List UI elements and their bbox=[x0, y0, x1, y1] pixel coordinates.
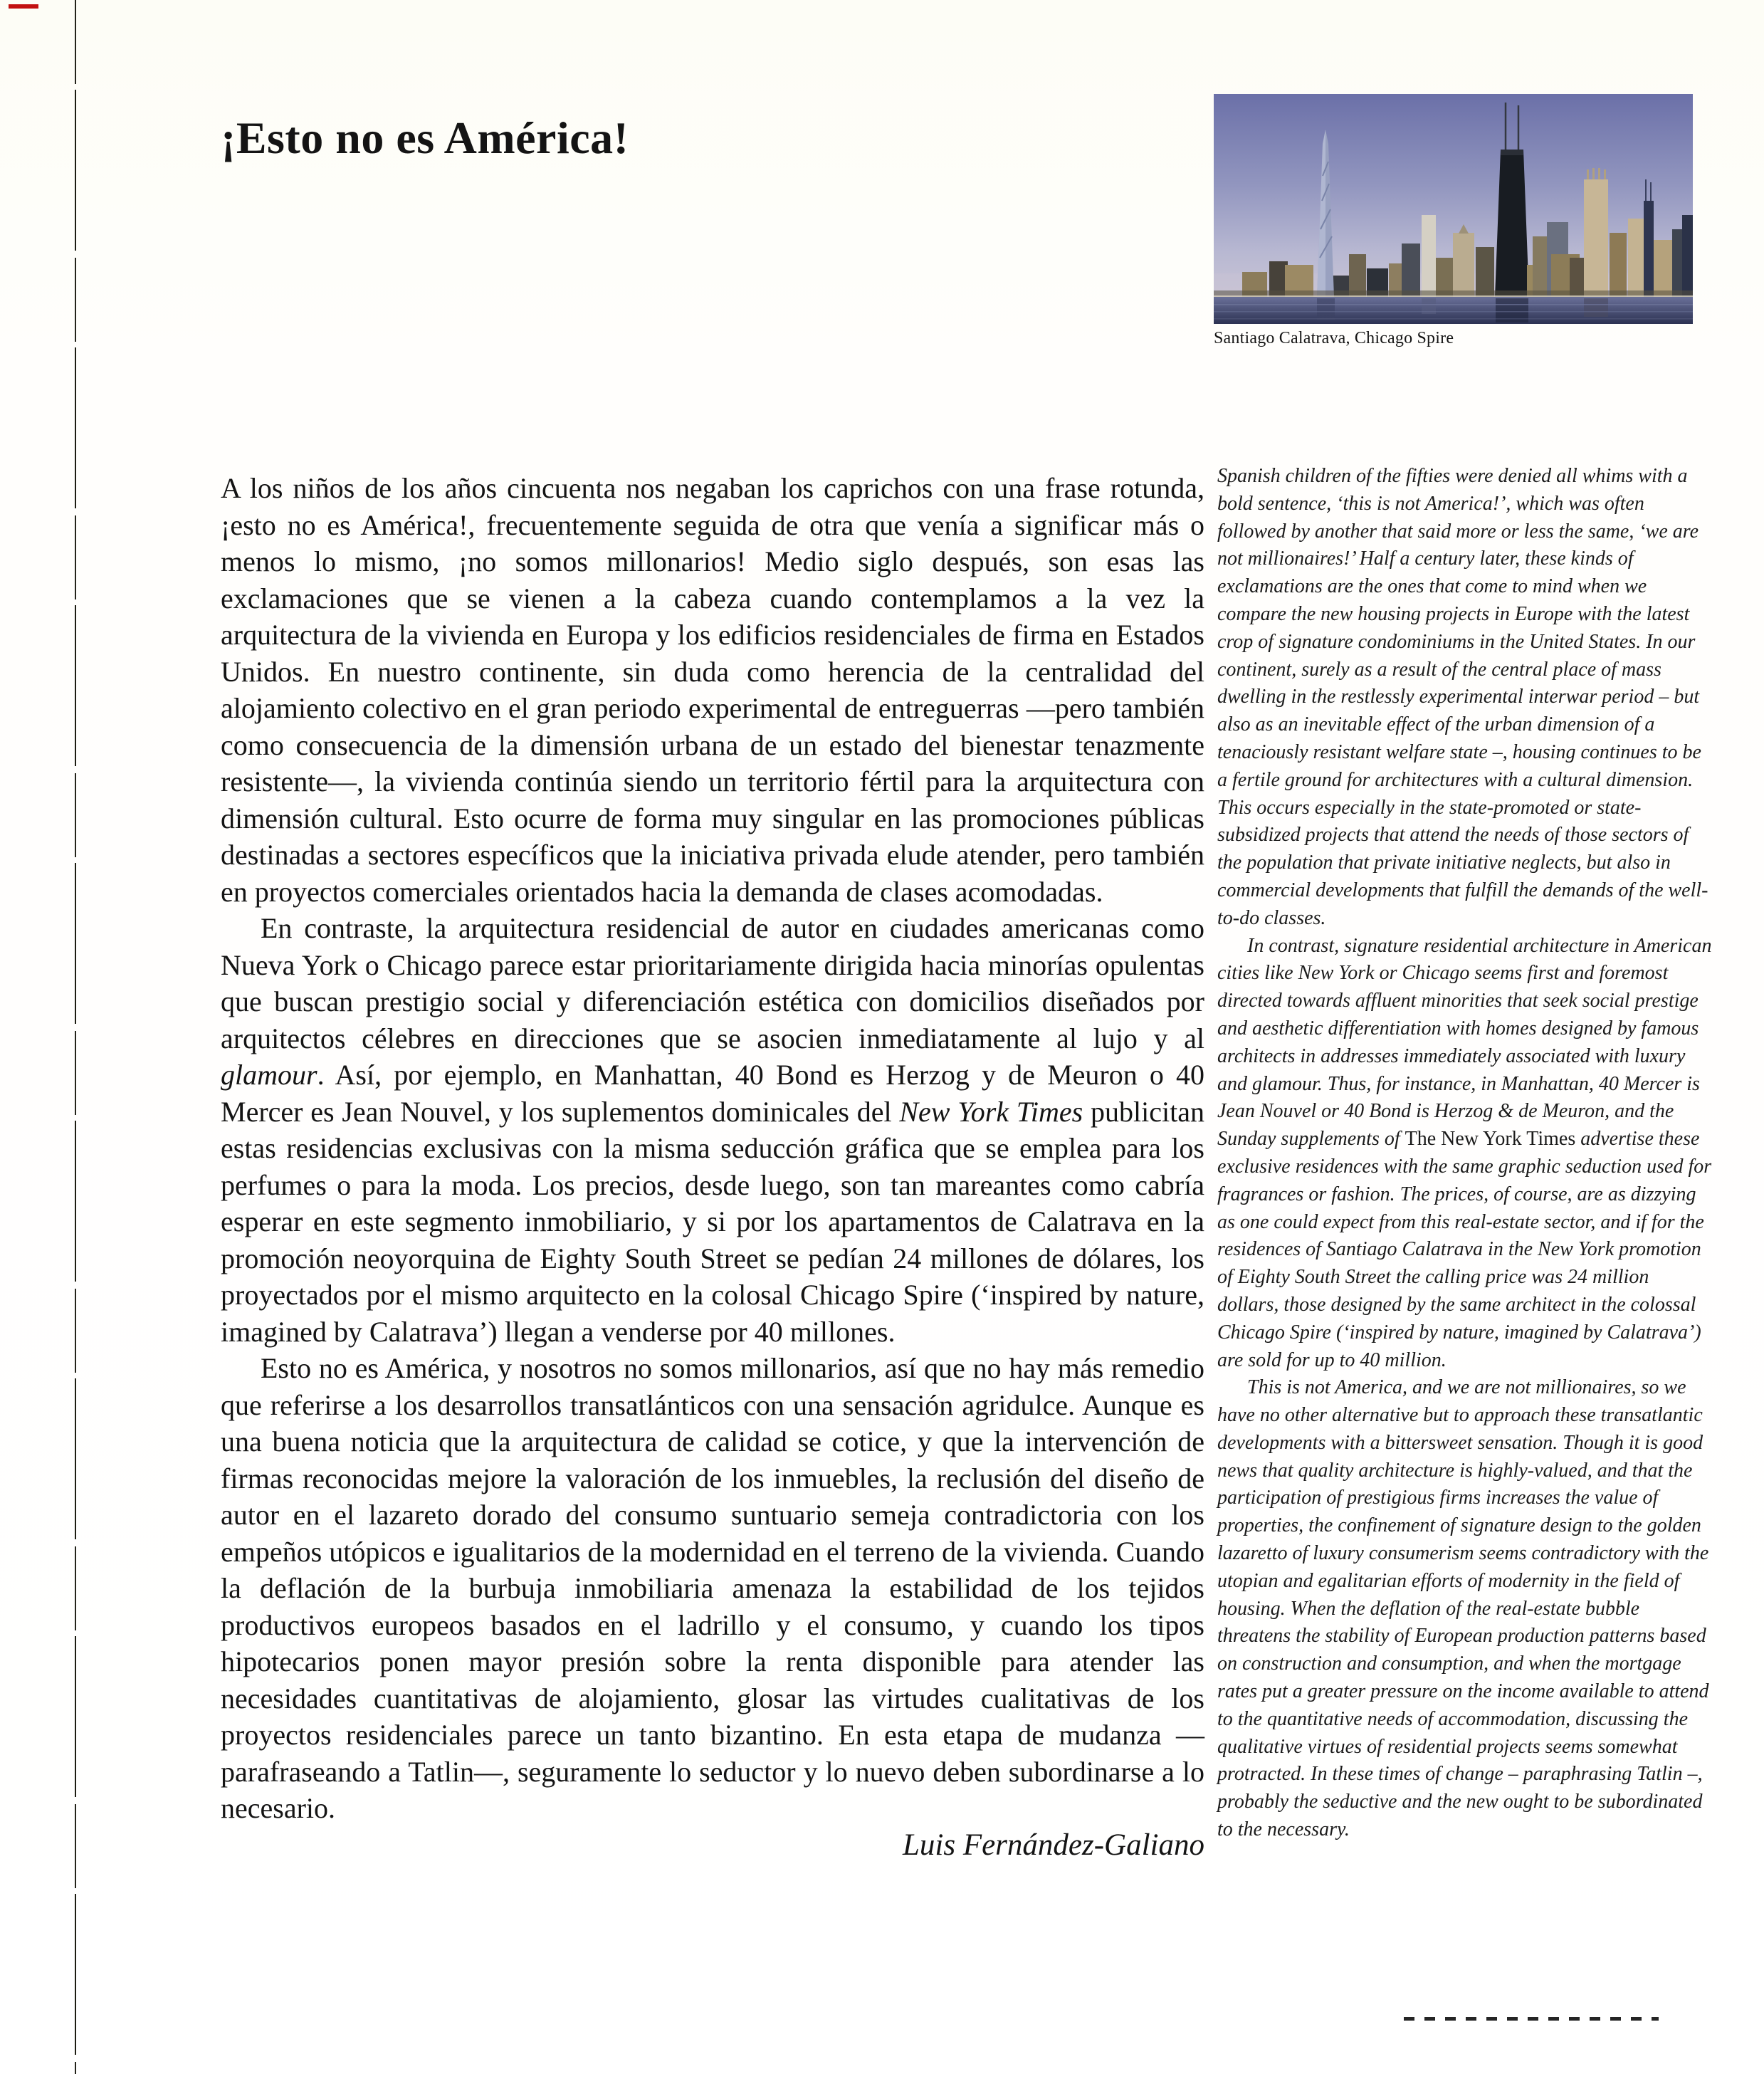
text-run: In contrast, signature residential architecture in American cities like New York or Chicago seems first and foremost directed towards affluent minorities that seek social prestige and aesthetic differentiation with homes designed by famous architects in addresses immediately associated with luxury and glamour. Thus, for instance, in Manhattan, 40 Mercer is Jean Nouvel or 40 Bond is Herzog & de Meuron, and the Sunday supplements of bbox=[1217, 934, 1712, 1151]
english-translation-column bbox=[1217, 463, 1713, 1844]
scan-fold-line bbox=[75, 0, 76, 2074]
text-run: . Así, por ejemplo, en Manhattan, 40 Bond es Herzog y de Meuron o 40 Mercer es Jean Nouvel, y los suplementos dominicales del bbox=[221, 1059, 1204, 1128]
text-run-italic: New York Times bbox=[899, 1095, 1083, 1128]
text-run-roman: The New York Times bbox=[1405, 1128, 1576, 1151]
english-paragraph-3: This is not America, and we are not millionaires, so we have no other alternative but to approach these transatlantic developments with a bittersweet sensation. Though it is good news that quality architecture is highly-valued, and that the participation of prestigious firms increases the value of properties, the confinement of signature design to the golden lazaretto of luxury consumerism seems contradictory with the utopian and egalitarian efforts of modernity in the field of housing. When the deflation of the real-estate bubble threatens the stability of European production patterns based on construction and consumption, and when the mortgage rates put a greater pressure on the income available to attend to the quantitative needs of accommodation, discussing the qualitative virtues of residential projects seems somewhat protracted. In these times of change – paraphrasing Tatlin –, probably the seductive and the new ought to be subordinated to the necessary. bbox=[1217, 1376, 1709, 1841]
text-run: publicitan estas residencias exclusivas con la misma seducción gráfica que se emplea para los perfumes o para la moda. Los precios, desde luego, son tan mareantes como cabría esperar en este segmento inmobiliario, y si por los apartamentos de Calatrava en la promoción neoyorquina de Eighty South Street se pedían 24 millones de dólares, los proyectados por el mismo arquitecto en la colosal Chicago Spire (‘inspired by nature, imagined by Calatrava’) llegan a venderse por 40 millones. bbox=[221, 1095, 1204, 1348]
english-paragraph-1: Spanish children of the fifties were denied all whims with a bold sentence, ‘this is not America!’, which was often followed by another that said more or less the same, ‘we are not millionaires!’ Half a century later, these kinds of exclamations are the ones that come to mind when we compare the new housing projects in Europe with the latest crop of signature condominiums in the United States. In our continent, surely as a result of the central place of mass dwelling in the restlessly experimental interwar period – but also as an inevitable effect of the urban dimension of a tenaciously resistant welfare state –, housing continues to be a fertile ground for architectures with a cultural dimension. This occurs especially in the state-promoted or state-subsidized projects that attend the needs of those sectors of the population that private initiative neglects, but also in commercial developments that fulfill the demands of the well-to-do classes. bbox=[1217, 465, 1708, 929]
chicago-skyline-image bbox=[1214, 94, 1693, 324]
text-run: En contraste, la arquitectura residencial de autor en ciudades americanas como Nueva York o Chicago parece estar prioritariamente dirigida hacia minorías opulentas que buscan prestigio social y diferenciación estética con domicilios diseñados por arquitectos célebres en direcciones que se asocien inmediatamente al lujo y al bbox=[221, 912, 1204, 1054]
text-run: advertise these exclusive residences with the same graphic seduction used for fragrances or fashion. The prices, of course, are as dizzying as one could expect from this real-estate sector, and if for the residences of Santiago Calatrava in the New York promotion of Eighty South Street the calling price was 24 million dollars, those designed by the same architect in the colossal Chicago Spire (‘inspired by nature, imagined by Calatrava’) are sold for up to 40 million. bbox=[1217, 1128, 1712, 1371]
english-paragraph-2 bbox=[1217, 933, 1713, 1375]
author-signature: Luis Fernández-Galiano bbox=[902, 1828, 1204, 1862]
text-run-italic: glamour bbox=[221, 1059, 317, 1091]
spanish-column bbox=[221, 470, 1204, 1863]
spanish-paragraph-1: A los niños de los años cincuenta nos negaban los caprichos con una frase rotunda, ¡esto no es América!, frecuentemente seguida de otra que venía a significar más o menos lo mismo, ¡no somos millonarios! Medio siglo después, son esas las exclamaciones que se vienen a la cabeza cuando contemplamos a la vez la arquitectura de la vivienda en Europa y los edificios residenciales de firma en Estados Unidos. En nuestro continente, sin duda como herencia de la centralidad del alojamiento colectivo en el gran periodo experimental de entreguerras —pero también como consecuencia de la dimensión urbana de un estado del bienestar tenazmente resistente—, la vivienda continúa siendo un territorio fértil para la arquitectura con dimensión cultural. Esto ocurre de forma muy singular en las promociones públicas destinadas a sectores específicos que la iniciativa privada elude atender, pero también en proyectos comerciales orientados hacia la demanda de clases acomodadas. bbox=[221, 472, 1204, 908]
clipped-footer-text bbox=[1404, 2017, 1659, 2021]
spanish-paragraph-3: Esto no es América, y nosotros no somos millonarios, así que no hay más remedio que referirse a los desarrollos transatlánticos con una sensación agridulce. Aunque es una buena noticia que la arquitectura de calidad se cotice, y que la intervención de firmas reconocidas mejore la valoración de los inmuebles, la reclusión del diseño de autor en el lazareto dorado del consumo suntuario semeja contradictoria con los empeños utópicos e igualitarios de la modernidad en el terreno de la vivienda. Cuando la deflación de la burbuja inmobiliaria amenaza la estabilidad de los tejidos productivos europeos basados en el ladrillo y el consumo, y cuando los tipos hipotecarios ponen mayor presión sobre la renta disponible para atender las necesidades cuantitativas de alojamiento, glosar las virtudes cualitativas de los proyectos residenciales parece un tanto bizantino. En esta etapa de mudanza —parafraseando a Tatlin—, seguramente lo seductor y lo nuevo deben subordinarse a lo necesario. bbox=[221, 1352, 1204, 1824]
spanish-paragraph-2 bbox=[221, 910, 1204, 1350]
image-caption: Santiago Calatrava, Chicago Spire bbox=[1214, 329, 1454, 347]
page-title: ¡Esto no es América! bbox=[221, 112, 629, 163]
red-registration-mark bbox=[9, 4, 38, 9]
